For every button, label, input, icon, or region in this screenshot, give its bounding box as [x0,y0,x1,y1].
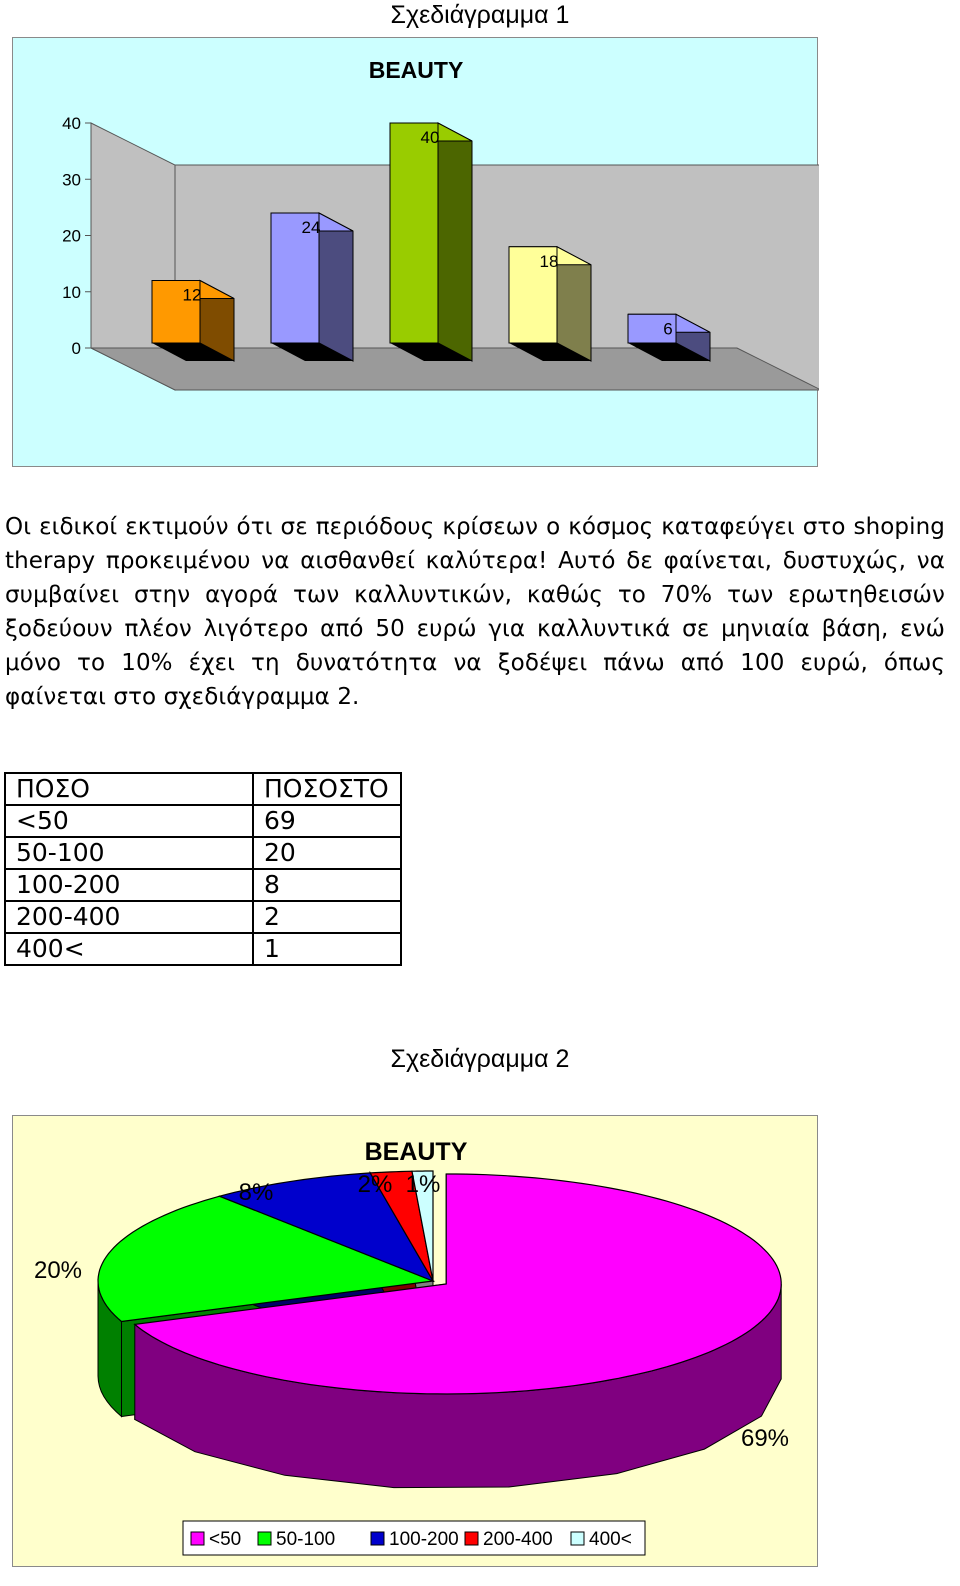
pie-chart-canvas [13,1116,819,1568]
y-tick-label: 10 [62,282,81,302]
bar-data-label: 24 [301,218,321,237]
legend-swatch [258,1532,271,1545]
table-cell-percentage: 2 [253,901,401,933]
table-row [5,805,401,837]
table-header-percentage: ΠΟΣΟΣΤΟ [253,773,401,805]
bar [390,123,438,343]
legend-label: 200-400 [483,1529,553,1550]
table-cell-percentage: 1 [253,933,401,965]
table-row [5,901,401,933]
bar-chart-beauty [12,37,818,467]
y-tick-label: 0 [71,339,81,358]
table-cell-amount: 100-200 [5,869,253,901]
bar-data-label: 40 [420,128,440,147]
y-tick-label: 20 [62,226,81,246]
legend-label: 100-200 [389,1529,459,1550]
figure-1-caption: Σχεδιάγραμμα 1 [390,1,570,29]
bar-side [438,123,472,361]
table-row [5,933,401,965]
legend-swatch [465,1532,478,1545]
table-cell-percentage: 8 [253,869,401,901]
pie-data-label: 69% [740,1425,790,1452]
table-header-amount: ΠΟΣΟ [5,773,253,805]
bar-data-label: 12 [182,285,202,305]
spending-table [4,772,402,966]
chart-title: BEAUTY [368,57,464,83]
pie-data-label: 8% [238,1179,274,1206]
legend-label: <50 [209,1529,242,1550]
legend-label: 400< [589,1529,632,1550]
bar-data-label: 6 [663,319,673,339]
table-cell-percentage: 69 [253,805,401,837]
chart-title: BEAUTY [364,1138,468,1166]
table-cell-amount: <50 [5,805,253,837]
legend-label: 50-100 [276,1529,336,1550]
figure-2-caption: Σχεδιάγραμμα 2 [390,1045,570,1073]
legend-swatch [371,1532,384,1545]
body-paragraph: Οι ειδικοί εκτιμούν ότι σε περιόδους κρίσεων ο κόσμος καταφεύγει στο shoping therapy προκειμένου να αισθανθεί καλύτερα! Αυτό δε φαίνεται, δυστυχώς, να συμβαίνει στην αγορά των καλλυντικών, καθώς το 70% των ερωτηθεισών ξοδεύουν πλέον λιγότερο από 50 ευρώ για καλλυντικά σε μηνιαία βάση, ενώ μόνο το 10% έχει τη δυνατότητα να ξοδέψει πάνω από 100 ευρώ, όπως φαίνεται στο σχεδιάγραμμα 2. [5,514,945,710]
bar-side [319,213,353,361]
bar-data-label: 18 [539,251,559,271]
pie-chart-beauty [12,1115,818,1567]
table-cell-amount: 400< [5,933,253,965]
pie-data-label: 2% [357,1171,393,1198]
y-tick-label: 30 [62,170,81,190]
bar-chart-canvas [13,38,819,468]
legend-swatch [571,1532,584,1545]
pie-data-label: 1% [405,1171,441,1198]
legend-swatch [191,1532,204,1545]
table-cell-amount: 50-100 [5,837,253,869]
legend [183,1521,645,1555]
table-row [5,869,401,901]
pie-data-label: 20% [33,1257,83,1284]
table-row [5,837,401,869]
table-header-row [5,773,401,805]
y-tick-label: 40 [62,114,81,133]
table-cell-amount: 200-400 [5,901,253,933]
table-cell-percentage: 20 [253,837,401,869]
